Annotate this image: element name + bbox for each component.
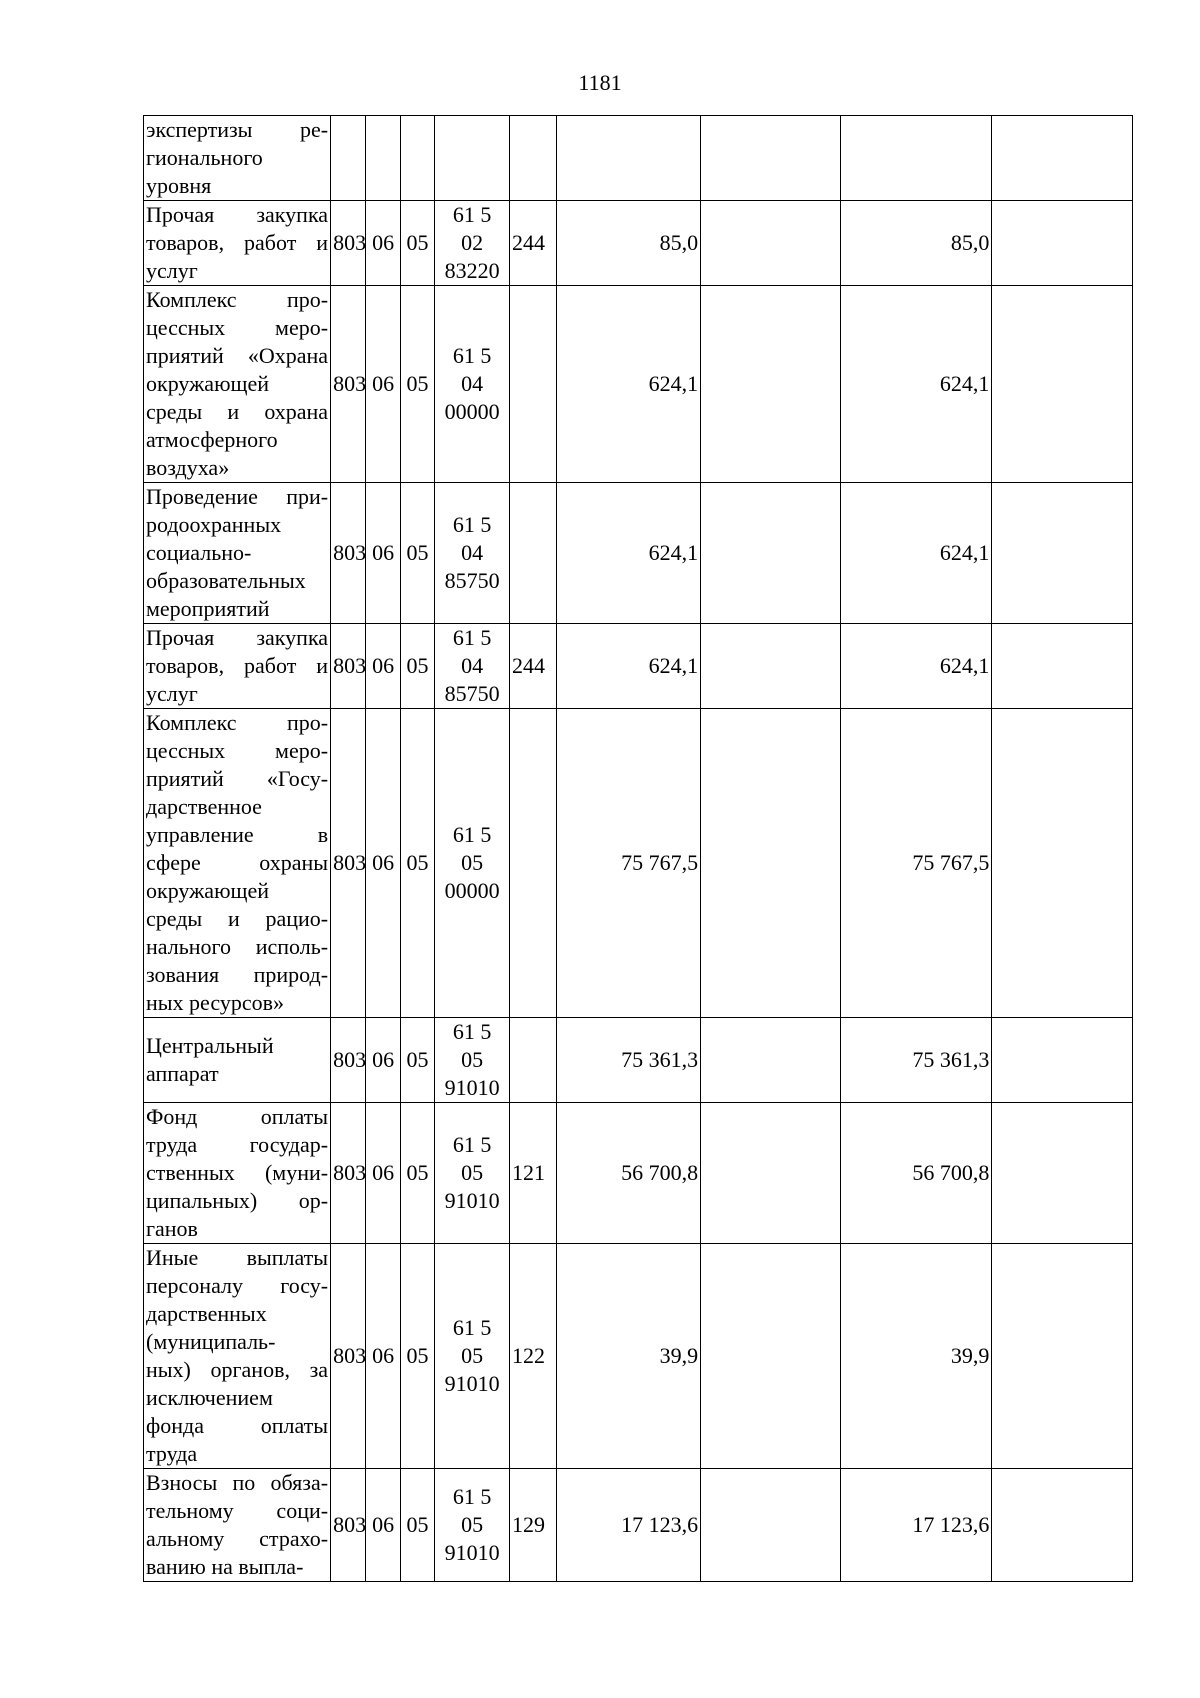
- table-row: [144, 286, 1133, 483]
- subsection-code-cell: 05: [400, 1244, 434, 1469]
- ministry-code-cell: 803: [331, 1018, 366, 1103]
- expense-type-cell: 122: [510, 1244, 557, 1469]
- subsection-code-cell: 05: [400, 201, 434, 286]
- amount-cell: 39,9: [556, 1244, 701, 1469]
- empty-cell: [992, 1018, 1133, 1103]
- item-name-line: среды и охрана: [146, 399, 329, 424]
- item-name-line: приятий «Охрана: [146, 343, 329, 368]
- table-row: [144, 483, 1133, 624]
- subsection-code-cell: 05: [400, 1469, 434, 1582]
- item-name-line: социально-: [146, 540, 252, 565]
- subsection-code-cell: 05: [400, 709, 434, 1018]
- item-name-line: товаров, работ и: [146, 230, 329, 255]
- empty-cell: [701, 709, 841, 1018]
- item-name-line: цессных меро-: [146, 738, 329, 763]
- empty-cell: [701, 483, 841, 624]
- target-article-code-line: 05: [461, 1343, 484, 1368]
- section-code-cell: 06: [366, 624, 400, 709]
- item-name-line: сфере охраны: [146, 850, 329, 875]
- target-article-code-cell: [435, 1103, 510, 1244]
- target-article-code-cell: [435, 709, 510, 1018]
- target-article-code-line: 83220: [444, 258, 500, 283]
- expense-type-cell: [510, 116, 557, 201]
- item-name-line: окружающей: [146, 878, 269, 903]
- section-code-cell: 06: [366, 1244, 400, 1469]
- amount-cell: 624,1: [556, 624, 701, 709]
- target-article-code-line: 61 5: [452, 625, 492, 650]
- expense-type-cell: [510, 286, 557, 483]
- target-article-code-line: 61 5: [452, 1019, 492, 1044]
- target-article-code-line: 91010: [444, 1188, 500, 1213]
- target-article-code-cell: [435, 116, 510, 201]
- item-name-line: тельному соци-: [146, 1498, 329, 1523]
- empty-cell: [992, 201, 1133, 286]
- expense-type-cell: 244: [510, 201, 557, 286]
- item-name-line: атмосферного: [146, 427, 278, 452]
- item-name-cell: [144, 483, 331, 624]
- item-name-line: труда государ-: [146, 1132, 329, 1157]
- item-name-line: Иные выплаты: [146, 1245, 329, 1270]
- table-row: [144, 1103, 1133, 1244]
- target-article-code-line: 91010: [444, 1540, 500, 1565]
- item-name-line: товаров, работ и: [146, 653, 329, 678]
- amount-cell: 85,0: [556, 201, 701, 286]
- empty-cell: [992, 286, 1133, 483]
- empty-cell: [992, 483, 1133, 624]
- target-article-code-line: 61 5: [452, 343, 492, 368]
- target-article-code-line: 05: [461, 1512, 484, 1537]
- item-name-line: труда: [146, 1441, 198, 1466]
- item-name-line: воздуха»: [146, 455, 230, 480]
- item-name-line: управление в: [146, 822, 329, 847]
- empty-cell: [701, 624, 841, 709]
- amount-total-cell: 75 767,5: [840, 709, 992, 1018]
- target-article-code-line: 61 5: [452, 202, 492, 227]
- section-code-cell: 06: [366, 1103, 400, 1244]
- item-name-cell: [144, 116, 331, 201]
- ministry-code-cell: [331, 116, 366, 201]
- amount-cell: 75 361,3: [556, 1018, 701, 1103]
- target-article-code-cell: [435, 483, 510, 624]
- target-article-code-cell: [435, 624, 510, 709]
- item-name-cell: [144, 624, 331, 709]
- table-body: [144, 116, 1133, 1582]
- target-article-code-line: 61 5: [452, 1315, 492, 1340]
- empty-cell: [992, 1103, 1133, 1244]
- item-name-line: ванию на выпла-: [146, 1554, 304, 1579]
- target-article-code-line: 00000: [444, 878, 500, 903]
- ministry-code-cell: 803: [331, 286, 366, 483]
- ministry-code-cell: 803: [331, 201, 366, 286]
- empty-cell: [701, 1103, 841, 1244]
- table-row: [144, 1469, 1133, 1582]
- amount-total-cell: 624,1: [840, 483, 992, 624]
- item-name-cell: [144, 1103, 331, 1244]
- item-name-line: зования природ-: [146, 962, 329, 987]
- expense-type-cell: [510, 709, 557, 1018]
- target-article-code-line: 04: [461, 653, 484, 678]
- item-name-line: мероприятий: [146, 596, 270, 621]
- section-code-cell: 06: [366, 286, 400, 483]
- amount-total-cell: 75 361,3: [840, 1018, 992, 1103]
- target-article-code-cell: [435, 1244, 510, 1469]
- amount-cell: 624,1: [556, 286, 701, 483]
- page-number: 1181: [578, 70, 622, 95]
- item-name-cell: [144, 1018, 331, 1103]
- item-name-line: дарственных: [146, 1301, 267, 1326]
- item-name-line: среды и рацио-: [146, 906, 329, 931]
- item-name-line: фонда оплаты: [146, 1413, 329, 1438]
- expense-type-cell: [510, 483, 557, 624]
- item-name-line: Прочая закупка: [146, 625, 329, 650]
- item-name-line: Прочая закупка: [146, 202, 329, 227]
- item-name-cell: [144, 1244, 331, 1469]
- ministry-code-cell: 803: [331, 624, 366, 709]
- empty-cell: [992, 624, 1133, 709]
- target-article-code-line: 91010: [444, 1371, 500, 1396]
- empty-cell: [992, 1244, 1133, 1469]
- target-article-code-line: 61 5: [452, 512, 492, 537]
- target-article-code-line: 04: [461, 371, 484, 396]
- ministry-code-cell: 803: [331, 483, 366, 624]
- amount-total-cell: 56 700,8: [840, 1103, 992, 1244]
- target-article-code-line: 04: [461, 540, 484, 565]
- subsection-code-cell: [400, 116, 434, 201]
- item-name-line: Проведение при-: [146, 484, 329, 509]
- item-name-line: ганов: [146, 1216, 198, 1241]
- target-article-code-line: 85750: [444, 681, 500, 706]
- section-code-cell: 06: [366, 483, 400, 624]
- item-name-line: образовательных: [146, 568, 306, 593]
- item-name-line: альному страхо-: [146, 1526, 329, 1551]
- ministry-code-cell: 803: [331, 709, 366, 1018]
- subsection-code-cell: 05: [400, 1103, 434, 1244]
- target-article-code-cell: [435, 286, 510, 483]
- subsection-code-cell: 05: [400, 483, 434, 624]
- item-name-line: ственных (муни-: [146, 1160, 329, 1185]
- table-row: [144, 624, 1133, 709]
- amount-total-cell: 39,9: [840, 1244, 992, 1469]
- amount-cell: [556, 116, 701, 201]
- item-name-cell: [144, 201, 331, 286]
- amount-total-cell: 624,1: [840, 624, 992, 709]
- table-row: [144, 201, 1133, 286]
- section-code-cell: 06: [366, 709, 400, 1018]
- empty-cell: [701, 1018, 841, 1103]
- item-name-line: ных ресурсов»: [146, 990, 284, 1015]
- ministry-code-cell: 803: [331, 1244, 366, 1469]
- item-name-line: персоналу госу-: [146, 1273, 329, 1298]
- item-name-line: услуг: [146, 681, 198, 706]
- item-name-line: Взносы по обяза-: [146, 1470, 329, 1495]
- item-name-line: дарственное: [146, 794, 262, 819]
- section-code-cell: [366, 116, 400, 201]
- section-code-cell: 06: [366, 1018, 400, 1103]
- subsection-code-cell: 05: [400, 286, 434, 483]
- target-article-code-line: 05: [461, 850, 484, 875]
- empty-cell: [701, 286, 841, 483]
- ministry-code-cell: 803: [331, 1469, 366, 1582]
- item-name-line: аппарат: [146, 1061, 219, 1086]
- amount-total-cell: 624,1: [840, 286, 992, 483]
- item-name-cell: [144, 286, 331, 483]
- subsection-code-cell: 05: [400, 624, 434, 709]
- expense-type-cell: [510, 1018, 557, 1103]
- target-article-code-line: 61 5: [452, 1484, 492, 1509]
- item-name-line: услуг: [146, 258, 198, 283]
- item-name-line: исключением: [146, 1385, 273, 1410]
- item-name-line: цессных меро-: [146, 315, 329, 340]
- item-name-line: родоохранных: [146, 512, 282, 537]
- target-article-code-line: 02: [461, 230, 484, 255]
- amount-total-cell: 17 123,6: [840, 1469, 992, 1582]
- table-row: [144, 1244, 1133, 1469]
- item-name-line: Комплекс про-: [146, 287, 329, 312]
- target-article-code-line: 05: [461, 1160, 484, 1185]
- target-article-code-cell: [435, 201, 510, 286]
- item-name-cell: [144, 1469, 331, 1582]
- item-name-line: окружающей: [146, 371, 269, 396]
- section-code-cell: 06: [366, 201, 400, 286]
- subsection-code-cell: 05: [400, 1018, 434, 1103]
- empty-cell: [701, 1469, 841, 1582]
- item-name-line: ципальных) ор-: [146, 1188, 329, 1213]
- item-name-line: уровня: [146, 173, 212, 198]
- table-row: [144, 709, 1133, 1018]
- target-article-code-line: 00000: [444, 399, 500, 424]
- empty-cell: [992, 709, 1133, 1018]
- empty-cell: [701, 116, 841, 201]
- item-name-cell: [144, 709, 331, 1018]
- target-article-code-line: 61 5: [452, 822, 492, 847]
- item-name-line: приятий «Госу-: [146, 766, 329, 791]
- amount-total-cell: [840, 116, 992, 201]
- item-name-line: нального исполь-: [146, 934, 329, 959]
- item-name-line: Центральный: [146, 1033, 274, 1058]
- item-name-line: Комплекс про-: [146, 710, 329, 735]
- expense-type-cell: 129: [510, 1469, 557, 1582]
- target-article-code-line: 61 5: [452, 1132, 492, 1157]
- item-name-line: (муниципаль-: [146, 1329, 276, 1354]
- budget-table: [143, 115, 1133, 1582]
- table-row: [144, 1018, 1133, 1103]
- item-name-line: Фонд оплаты: [146, 1104, 329, 1129]
- table-row: [144, 116, 1133, 201]
- expense-type-cell: 121: [510, 1103, 557, 1244]
- target-article-code-line: 85750: [444, 568, 500, 593]
- section-code-cell: 06: [366, 1469, 400, 1582]
- amount-total-cell: 85,0: [840, 201, 992, 286]
- amount-cell: 17 123,6: [556, 1469, 701, 1582]
- expense-type-cell: 244: [510, 624, 557, 709]
- target-article-code-cell: [435, 1018, 510, 1103]
- target-article-code-cell: [435, 1469, 510, 1582]
- empty-cell: [701, 201, 841, 286]
- item-name-line: ных) органов, за: [146, 1357, 329, 1382]
- empty-cell: [701, 1244, 841, 1469]
- amount-cell: 75 767,5: [556, 709, 701, 1018]
- item-name-line: экспертизы ре-: [146, 117, 329, 142]
- target-article-code-line: 91010: [444, 1075, 500, 1100]
- target-article-code-line: 05: [461, 1047, 484, 1072]
- empty-cell: [992, 1469, 1133, 1582]
- empty-cell: [992, 116, 1133, 201]
- amount-cell: 56 700,8: [556, 1103, 701, 1244]
- ministry-code-cell: 803: [331, 1103, 366, 1244]
- item-name-line: гионального: [146, 145, 263, 170]
- amount-cell: 624,1: [556, 483, 701, 624]
